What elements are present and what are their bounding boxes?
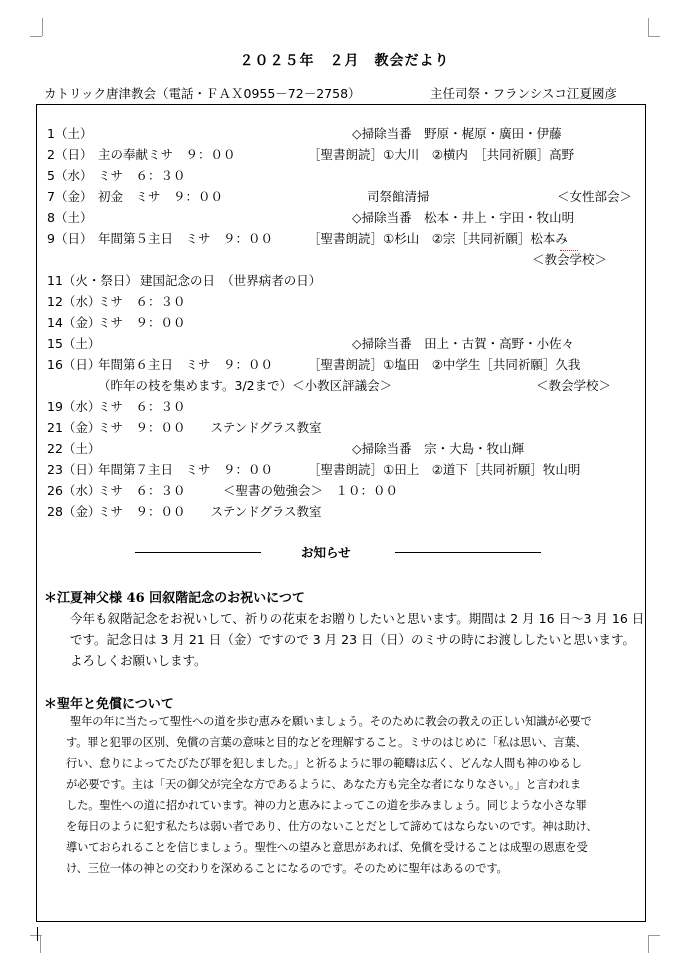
- schedule-date: 19（水）: [47, 399, 101, 414]
- notice-rule-left: [135, 552, 261, 553]
- crop-mark-bottom-left-h: [30, 935, 42, 937]
- schedule-event: （昨年の枝を集めます。3/2まで）＜小教区評議会＞: [98, 378, 393, 393]
- notice-section-body: [66, 711, 598, 879]
- schedule-col: ◇掃除当番 松本・井上・宇田・牧山明: [352, 210, 575, 225]
- crop-mark-bottom-right-h: [648, 935, 660, 937]
- paragraph-line: です。記念日は 3 月 21 日（金）ですので 3 月 23 日（日）のミサの時にお渡ししたいと思います。: [70, 632, 636, 647]
- schedule-col: ［聖書朗読］①杉山 ②宗［共同祈願］松本み: [308, 231, 568, 246]
- schedule-date: 23（日）: [47, 462, 101, 477]
- schedule-date: 16（日）: [47, 357, 101, 372]
- schedule-col: ［聖書朗読］①大川 ②横内 ［共同祈願］高野: [308, 147, 575, 162]
- paragraph-line: 今年も叙階記念をお祝いして、祈りの花束をお贈りしたいと思います。期間は 2 月 16 日～3 月 16 日: [70, 611, 645, 626]
- schedule-col: ◇掃除当番 宗・大島・牧山輝: [352, 441, 525, 456]
- notice-section-title: ＊聖年と免償について: [44, 697, 174, 712]
- schedule-date: 14（金）: [47, 315, 101, 330]
- paragraph-line: よろしくお願いします。: [70, 653, 207, 668]
- schedule-event: 建国記念の日 （世界病者の日）: [140, 273, 322, 288]
- schedule-col: ［聖書朗読］①田上 ②道下［共同祈願］牧山明: [308, 462, 581, 477]
- schedule-col: ◇掃除当番 田上・古賀・高野・小佐々: [352, 336, 575, 351]
- paragraph-line: け、三位一体の神との交わりを深めることになるのです。そのために聖年はあるのです。: [66, 862, 508, 875]
- priest-info: 主任司祭・フランシスコ江夏國彦: [430, 86, 617, 101]
- paragraph-line: す。罪と犯罪の区別、免償の言葉の意味と目的などを理解すること。ミサのはじめに「私は思い、言葉、: [66, 736, 587, 749]
- paragraph-line: を毎日のように犯す私たちは弱い者であり、仕方のないことだとして諦めてはならないのです。神は助け、: [66, 820, 598, 833]
- schedule-event: ミサ ９：００ ステンドグラス教室: [98, 420, 322, 435]
- schedule-event: 年間第５主日 ミサ ９：００: [98, 231, 274, 246]
- schedule-date: 22（土）: [47, 441, 101, 456]
- schedule-date: 1（土）: [47, 126, 93, 141]
- schedule-event: 年間第７主日 ミサ ９：００: [98, 462, 274, 477]
- schedule-date: 12（水）: [47, 294, 101, 309]
- crop-mark-top-left-h: [30, 36, 42, 38]
- notice-rule-right: [395, 552, 541, 553]
- schedule-date: 7（金）: [47, 189, 93, 204]
- parish-info: カトリック唐津教会（電話・ＦＡＸ0955－72－2758）: [44, 86, 361, 101]
- paragraph-line: 聖年の年に当たって聖性への道を歩む恵みを願いましょう。そのために教会の教えの正しい知識が必要で: [70, 715, 592, 728]
- schedule-date: 21（金）: [47, 420, 101, 435]
- crop-mark-bottom-right: [648, 935, 650, 953]
- text-cursor[interactable]: [37, 927, 38, 941]
- schedule-col: ［聖書朗読］①塩田 ②中学生［共同祈願］久我: [308, 357, 581, 372]
- schedule-event: ミサ ９：００ ステンドグラス教室: [98, 504, 322, 519]
- schedule-col: ◇掃除当番 野原・梶原・廣田・伊藤: [352, 126, 562, 141]
- crop-mark-top-left: [40, 18, 43, 36]
- notice-section-body: [70, 608, 644, 671]
- schedule-event: ミサ ９：００: [98, 315, 186, 330]
- schedule-date: 28（金）: [47, 504, 101, 519]
- schedule-event: ミサ ６：３０: [98, 399, 186, 414]
- crop-mark-bottom-left: [40, 935, 42, 953]
- schedule-col: ＜教会学校＞: [532, 252, 608, 267]
- page-title: ２０２５年 ２月 教会だより: [239, 53, 450, 69]
- crop-mark-top-right: [648, 18, 650, 36]
- paragraph-line: した。聖性への道に招かれています。神の力と恵みによってこの道を歩みましょう。同じような小さな罪: [66, 799, 587, 812]
- schedule-col: 司祭館清掃: [367, 189, 430, 204]
- schedule-event: ミサ ６：３０: [98, 294, 186, 309]
- schedule-date: 9（日）: [47, 231, 93, 246]
- schedule-date: 15（土）: [47, 336, 101, 351]
- paragraph-line: 導いておられることを信じましょう。聖性への望みと意思があれば、免償を受けることは成聖の恩恵を受: [66, 841, 588, 854]
- notice-heading: お知らせ: [301, 545, 351, 560]
- schedule-event: 主の奉献ミサ ９：００: [98, 147, 236, 162]
- paragraph-line: 行い、怠りによってたびたび罪を犯しました。」と祈るように罪の範疇は広く、どんな人間も神のゆるし: [66, 757, 582, 770]
- schedule-event: ミサ ６：３０: [98, 168, 186, 183]
- schedule-date: 8（土）: [47, 210, 93, 225]
- schedule-date: 11（火・祭日）: [47, 273, 138, 288]
- schedule-col: ＜女性部会＞: [557, 189, 633, 204]
- schedule-event: 初金 ミサ ９：００: [98, 189, 224, 204]
- schedule-date: 26（水）: [47, 483, 101, 498]
- schedule-date: 5（水）: [47, 168, 93, 183]
- schedule-event: ミサ ６：３０ ＜聖書の勉強会＞ １０：００: [98, 483, 399, 498]
- paragraph-line: が必要です。主は「天の御父が完全な方であるように、あなた方も完全な者になりなさい。」と言われま: [66, 778, 582, 791]
- crop-mark-top-right-h: [648, 36, 660, 38]
- schedule-event: 年間第６主日 ミサ ９：００: [98, 357, 274, 372]
- schedule-date: 2（日）: [47, 147, 93, 162]
- schedule-col: ＜教会学校＞: [536, 378, 612, 393]
- notice-section-title: ＊江夏神父様 46 回叙階記念のお祝いにつて: [44, 591, 305, 606]
